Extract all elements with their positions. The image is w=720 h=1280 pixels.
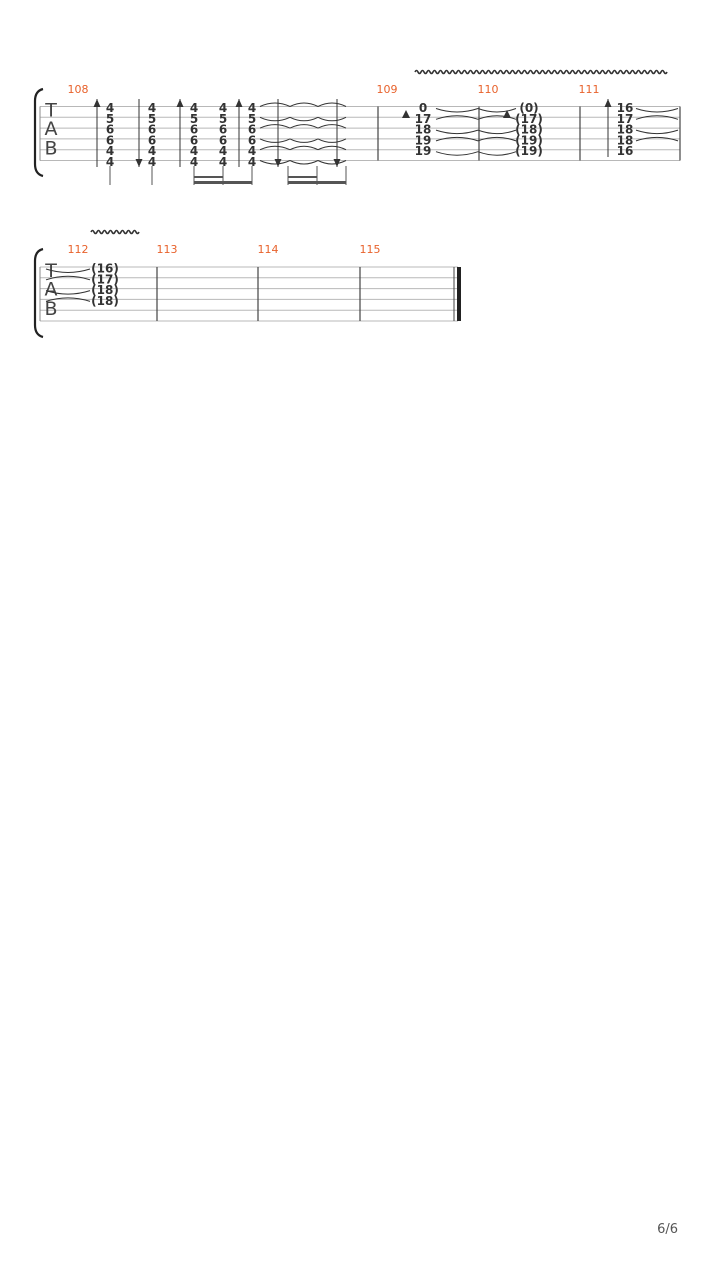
- beam: [194, 176, 223, 178]
- fret-number: 4: [247, 101, 257, 115]
- measure-number: 109: [376, 83, 398, 96]
- fret-number: 5: [247, 111, 257, 126]
- fret-number: 17: [414, 111, 432, 126]
- fret-number: (17): [515, 111, 543, 126]
- tie-curve: [318, 146, 346, 150]
- tie-curve: [260, 146, 290, 150]
- measure-number: 108: [67, 83, 89, 96]
- fret-number: 4: [218, 144, 228, 159]
- fret-number: 19: [414, 133, 432, 148]
- tab-clef-letter: T: [45, 260, 57, 282]
- measure-number: 113: [156, 243, 178, 256]
- tie-curve: [318, 161, 346, 165]
- vibrato-line: [415, 71, 667, 74]
- fret-number: (19): [515, 133, 543, 148]
- fret-number: 16: [616, 101, 634, 115]
- fret-number: 5: [105, 111, 115, 126]
- fret-number: 6: [189, 133, 199, 148]
- fret-number: 4: [147, 155, 157, 169]
- fret-number: (0): [519, 101, 539, 115]
- tie-curve: [436, 152, 478, 156]
- fret-number: 6: [247, 133, 257, 148]
- tab-clef-letter: A: [44, 278, 58, 301]
- strum-down-arrow-head: [275, 159, 282, 167]
- fret-number: (18): [91, 283, 119, 298]
- fret-number: (19): [515, 144, 543, 159]
- fret-number: 6: [147, 133, 157, 148]
- fret-number: 18: [414, 122, 432, 137]
- fret-number: 4: [105, 101, 115, 115]
- tie-curve: [260, 161, 290, 165]
- fret-number: 4: [218, 101, 228, 115]
- vibrato-line: [91, 231, 139, 234]
- tie-curve: [436, 109, 478, 113]
- measure-number: 112: [67, 243, 89, 256]
- tie-curve: [290, 146, 318, 150]
- tie-curve: [290, 161, 318, 165]
- fret-number: 4: [189, 144, 199, 159]
- fret-number: 5: [218, 111, 228, 126]
- tie-curve: [318, 117, 346, 121]
- fret-number: 6: [189, 122, 199, 137]
- fret-number: 17: [616, 111, 634, 126]
- fret-number: 4: [247, 144, 257, 159]
- tie-curve: [290, 125, 318, 129]
- fret-number: 4: [218, 155, 228, 169]
- tie-curve: [260, 117, 290, 121]
- fret-number: 0: [418, 101, 428, 115]
- system-bracket: [35, 89, 43, 176]
- tie-curve: [636, 130, 678, 134]
- page-number: 6/6: [657, 1222, 678, 1237]
- tie-curve: [636, 109, 678, 113]
- tie-curve: [436, 130, 478, 134]
- fret-number: 6: [218, 122, 228, 137]
- tab-system-2: [35, 231, 461, 338]
- fret-number: 4: [247, 155, 257, 169]
- tie-curve: [478, 109, 516, 113]
- tie-curve: [318, 125, 346, 129]
- tie-curve: [318, 103, 346, 107]
- fret-number: 18: [616, 133, 634, 148]
- strum-up-arrow-head: [402, 110, 410, 118]
- beam: [288, 181, 346, 184]
- tab-clef-letter: B: [44, 298, 58, 321]
- fret-number: (16): [91, 261, 119, 276]
- beam: [288, 176, 317, 178]
- tab-clef-letter: T: [45, 99, 57, 122]
- strum-up-arrow-head: [605, 99, 612, 107]
- tie-curve: [478, 152, 516, 156]
- strum-up-arrow-head: [94, 99, 101, 107]
- beam: [194, 181, 252, 184]
- fret-number: 6: [105, 133, 115, 148]
- fret-number: 4: [189, 101, 199, 115]
- tie-curve: [260, 125, 290, 129]
- measure-number: 114: [257, 243, 279, 256]
- strum-up-arrow-head: [177, 99, 184, 107]
- final-barline-thick: [457, 267, 461, 321]
- system-bracket: [35, 249, 43, 337]
- fret-number: 6: [218, 133, 228, 148]
- fret-number: 4: [147, 144, 157, 159]
- fret-number: 6: [147, 122, 157, 137]
- fret-number: 4: [189, 155, 199, 169]
- fret-number: 5: [189, 111, 199, 126]
- fret-number: 18: [616, 122, 634, 137]
- tie-curve: [290, 103, 318, 107]
- fret-number: 4: [105, 155, 115, 169]
- fret-number: 5: [147, 111, 157, 126]
- fret-number: (18): [91, 293, 119, 308]
- measure-number: 110: [477, 83, 499, 96]
- measure-number: 115: [359, 243, 381, 256]
- fret-number: 19: [414, 144, 432, 159]
- tie-curve: [478, 130, 516, 134]
- fret-number: (17): [91, 272, 119, 287]
- tab-clef-letter: B: [44, 137, 58, 160]
- fret-number: 16: [616, 144, 634, 159]
- tie-curve: [260, 103, 290, 107]
- fret-number: 4: [147, 101, 157, 115]
- tie-curve: [290, 117, 318, 121]
- tie-curve: [318, 139, 346, 143]
- strum-up-arrow-head: [236, 99, 243, 107]
- fret-number: (18): [515, 122, 543, 137]
- fret-number: 6: [247, 122, 257, 137]
- tie-curve: [290, 139, 318, 143]
- fret-number: 6: [105, 122, 115, 137]
- fret-number: 4: [105, 144, 115, 159]
- tab-clef-letter: A: [44, 118, 58, 141]
- strum-down-arrow-head: [136, 159, 143, 167]
- measure-number: 111: [578, 83, 600, 96]
- tab-system-1: [35, 71, 680, 186]
- tie-curve: [260, 139, 290, 143]
